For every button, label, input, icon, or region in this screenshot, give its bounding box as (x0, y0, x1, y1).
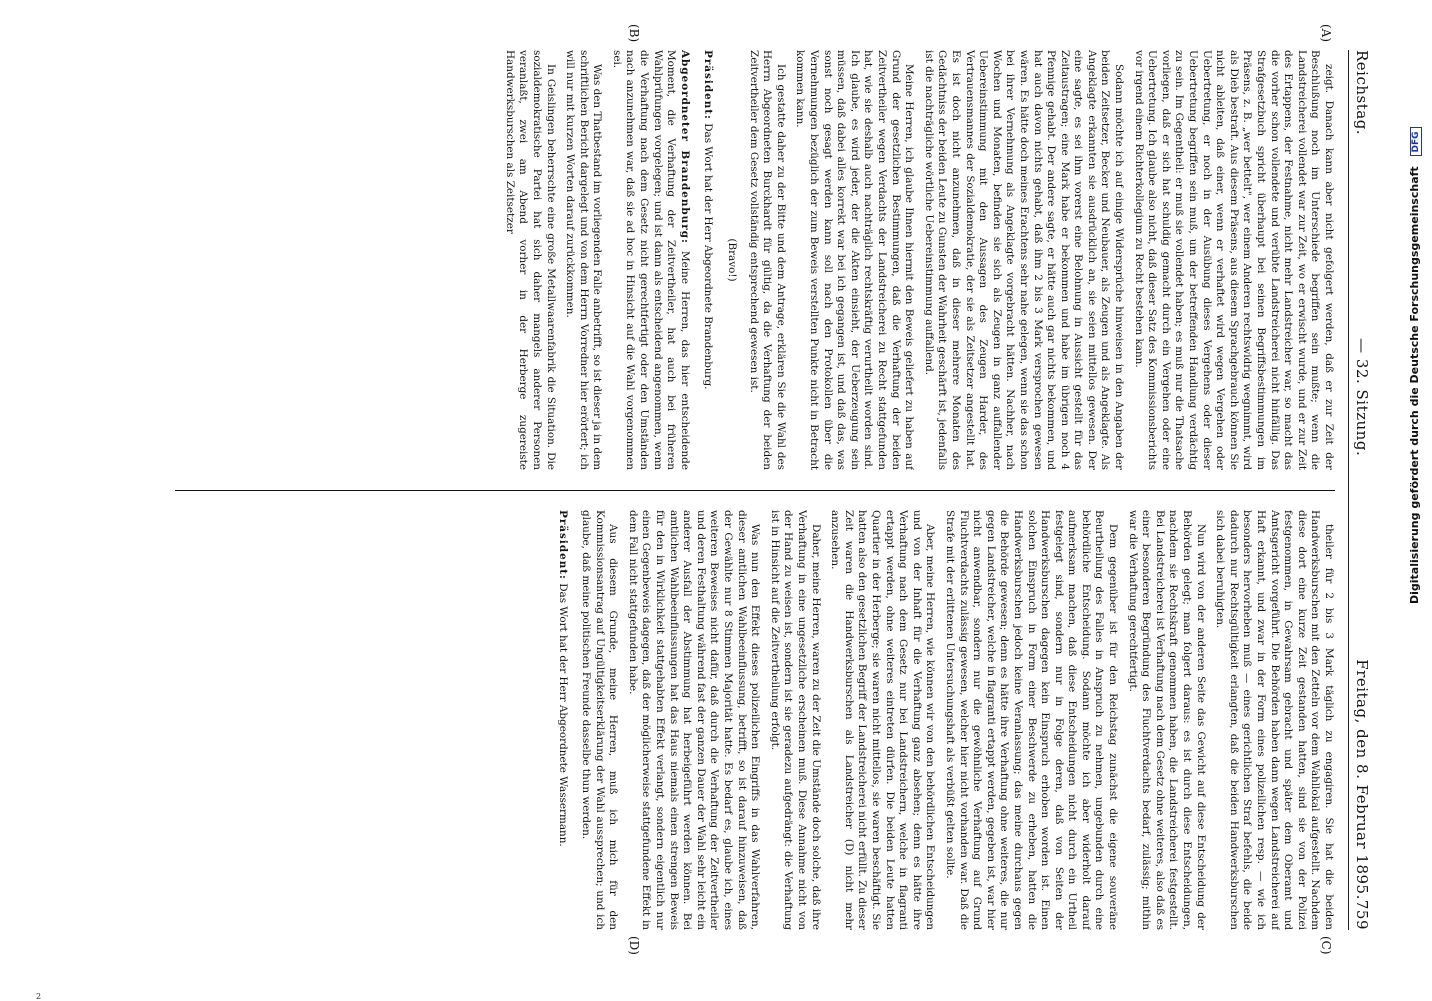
left-paragraph: Was den Thatbestand im vorliegenden Falle anbetrifft, so ist dieser ja in dem schriftlichen Bericht dargelegt und von dem Herrn Vorredner hier erörtert; ich will nur mit kurzen Worten darauf zurückkommen. (564, 50, 604, 470)
rotated-document-page (31, 10, 1401, 970)
dfg-logo: DFG (1410, 127, 1422, 156)
margin-mark-b: (B) (627, 24, 641, 43)
margin-mark-a: (A) (1319, 24, 1333, 43)
header-session: — 32. Sitzung. (1353, 338, 1371, 457)
credit-text: Digitalisierung gefördert durch die Deutsche Forschungsgemeinschaft (1408, 166, 1421, 604)
digitization-credit (1408, 131, 1422, 604)
margin-mark-d: (D) (627, 936, 641, 955)
speaker-text: Das Wort hat der Herr Abgeordnete Wassermann. (556, 583, 569, 847)
right-paragraph: Aber, meine Herren, wie können wir von den behördlichen Entscheidungen und von der Inhaft für die Verhaftung ganz absehen; denn es hätte ihre Verhaftung nach dem Gesetz nur bei Landstreichern, welche in flagranti ertappt werden, ohne weiteres eintreten dürfen. Die beiden Leute hatten Quartier in der Herberge; sie waren nicht mittellos, sie waren beschäftigt. Sie hatten also den gesetzlichen Begriff der Landstreicherei nicht erfüllt. Zu dieser Zeit waren die Handwerksburschen als Landstreicher (D) nicht mehr anzusehen. (829, 510, 937, 930)
speaker-name: Präsident: (702, 50, 715, 120)
left-paragraph: In Geislingen beherrschte eine große Metallwaarenfabrik die Situation. Die sozialdemokratische Partei hat sich daher mangels anderer Personen veranlaßt, zwei am Abend vorher in der Herberge zugereiste Handwerksburschen als Zeitsetzer (503, 50, 557, 470)
speaker-text: Meine Herren, das hier entscheidende Moment, die Verhaftung der Zeitvertheiler, hat auch bei früheren Wahlprüfungen vorgelegen; und ist dann als entscheidend angenommen, wenn die Verhaftung nach dem Gesetz nicht gerechtfertigt oder den Umständen nach anzunehmen war, daß sie ad hoc in Hinsicht auf die Wahl vorgenommen sei. (610, 50, 691, 470)
speaker-block (555, 510, 569, 930)
margin-mark-c: (C) (1319, 936, 1333, 955)
left-paragraph: Ich gestatte daher zu der Bitte und dem Antrage, erklären Sie die Wahl des Herrn Abgeordneten Burckhardt für gültig, da die Verhaftung der beiden Zeitvertheiler dem Gesetz vollständig entsprechend gewesen ist. (747, 50, 787, 470)
right-paragraph: Daher, meine Herren, waren zu der Zeit die Umstände doch solche, daß ihre Verhaftung in eine ungesetzliche erscheinen muß. Diese Annahme nicht von der Hand zu weisen ist, sondern ist sie geradezu aufgedrängt: die Verhaftung ist in Hinsicht auf die Zeitvertheilung erfolgt. (768, 510, 822, 930)
column-divider (175, 490, 1335, 491)
running-header (1348, 50, 1375, 930)
speaker-block (701, 50, 715, 470)
left-paragraph: Sodann möchte ich auf einige Widersprüche hinweisen in den Angaben der beiden Zeitsetzer, Becker und Neubauer, als Zeugen und als Angeklagte. Als Angeklagte erkannten sie ausdrücklich an, sie seien mittellos gewesen. Der eine sagte, es sei ihm vorerst eine Belohnung in Aussicht gestellt für das Zeitaustragen; eine Mark habe er bekommen und habe im übrigen noch 4 Pfennige gehabt. Der andere sagte, er hätte auch gar nichts bekommen, und hat auch davon nichts gehabt, daß ihm 2 bis 3 Mark versprochen gewesen wären. Es hätte doch meines Erachtens sehr nahe gelegen, wenn sie das schon bei ihrer Vernehmung als Angeklagte vorgebracht hätten. Nachher, nach Wochen und Monaten, befinden sie sich als Zeugen in ganz auffallender Uebereinstimmung mit den Aussagen des Zeugen Harder, des Vertrauensmannes der Sozialdemokratie, der sie als Zeitsetzer angestellt hat. Es ist doch nicht anzunehmen, daß in dieser mehrere Monaten des Gedächtniss der beiden Leute zu Gunsten der Wahrheit geschärft ist, jedenfalls ist die nachträgliche wörtliche Uebereinstimmung auffallend. (922, 50, 1126, 470)
bravo-remark: (Bravo!) (726, 238, 739, 282)
speaker-name: Abgeordneter Brandenburg: (678, 50, 691, 244)
left-text-column (95, 50, 1335, 470)
left-paragraph: Meine Herren, ich glaube Ihnen hiermit den Beweis geliefert zu haben auf Grund der gesetzlichen Bestimmungen, daß die Verhaftung der beiden Zeitvertheiler wegen Verdachts der Landstreicherei zu Recht stattgefunden hat, wie sie deshalb auch nachträglich rechtskräftig verurtheilt worden sind. Ich glaube, es wird jeder, der die Akten einsieht, der Ueberzeugung sein müssen, daß dabei alles korrekt war bei ich gegangen ist, und daß das, was sonst noch gesagt werden kann soll nach den Protokollen über die Vernehmungen bezüglich der zum Beweis verstellten Punkte nicht in Betracht kommen kann. (794, 50, 916, 470)
right-paragraph: Nun wird von der anderen Seite das Gewicht auf diese Entscheidung der Behörden gelegt; man folgert daraus: es ist durch diese Entscheidungen, nachdem sie Rechtskraft genommen haben, die Landstreicherei festgestellt. Bei Landstreicherei ist Verhaftung nach dem Gesetz ohne weiteres, also daß es einer besonderen Begründung des Fluchtverdachts bedarf, zulässig; mithin war die Verhaftung gerechtfertigt. (1126, 510, 1207, 930)
speaker-text: Das Wort hat der Herr Abgeordnete Brandenburg. (702, 123, 715, 390)
left-paragraph: zeigt. Danach kann aber nicht gefolgert werden, daß er zur Zeit der Beschlußung noch im Unterschiede begriffen sein mußte; wenn die Landstreicherei vollendet war zur Zeit, wo er erwischt wurde, und er zur Zeit des Ertappens, der Festnahme, nicht mehr Landstreicher war, so macht das die vorher schon vollendete und verübte Landstreicherei nicht hinfällig. Das Strafgesetzbuch spricht überhaupt bei seinen Begriffsbestimmungen im Präsens, z. B. „wer bettelt", wer einem Anderen rechtswidrig wegnimmt, wird als Dieb bestraft. Aus diesem Präsens, aus diesem Sprachgebrauch können Sie nicht ableiten, daß einer, wenn er verhaftet wird wegen Vergehen oder Uebertretung, er noch in der Ausübung dieses Vergehens oder dieser Uebertretung begriffen sein muß, um der betreffenden Handlung verdächtig zu sein. Im Gegentheil: er muß sie vollendet haben; es muß nur die Thatsache vorliegen, daß er sich hat schuldig gemacht durch ein Vergehen oder eine Uebertretung. Ich glaube also nicht, daß dieser Satz des Kommissionsberichts vor irgend einem Richterkollegium zu Recht bestehen kann. (1132, 50, 1335, 470)
header-date: Freitag, den 8. Februar 1895. (1353, 659, 1371, 900)
corner-mark: 2 (36, 992, 42, 1001)
header-left: Reichstag. (1353, 50, 1371, 136)
right-paragraph: Aus diesem Grunde, meine Herren, muß ich mich für den Kommissionsantrag auf Ungültigkeitserklärung der Wahl aussprechen; und ich glaube, daß meine politischen Freunde dasselbe thun werden. (580, 510, 620, 930)
right-paragraph: theiler für 2 bis 3 Mark täglich zu engagiren. Sie hat die beiden Handwerksburschen mit den Zetteln vor dem Wahllokal aufgestellt. Nachdem diese dort eine kurze Zeit gestanden hatten, sind sie von der Polizei festgenommen, in Gewahrsam gebracht und später dem Oberamt und Amtsgericht vorgeführt. Die Behörden haben dann wegen Landstreicherei auf Haft erkannt, und zwar in der Form eines polizeilichen resp. — wie ich besonders hervorheben muß — eines gerichtlichen Straf befehls, die beide dadurch nur Rechtsgültigkeit erlangten, daß die beiden Handwerksburschen sich dabei beruhigten. (1214, 510, 1335, 930)
speaker-name: Präsident: (556, 510, 569, 580)
right-paragraph: Was nun den Effekt dieses polizeilichen Eingriffs in das Wahlverfahren, dieser amtlichen Wahlbeeinflussung, betrifft, so ist darauf hinzuweisen, daß der Gewählte nur 8 Stimmen Majorität hatte. Es bedarf es, glaube ich, eines weiteren Beweises nicht dafür, daß durch die Verhaftung der Zeitvertheiler und deren Festhaltung während fast der ganzen Dauer der Wahl sehr leicht ein anderer Ausfall der Abstimmung hat herbeigeführt werden können. Bei amtlichen Wahlbeeinflussungen hat das Haus niemals einen strengen Beweis für den in Wirklichkeit stattgehabten Effekt verlangt, sondern eigentlich nur einen Gegenbeweis dagegen, daß der möglicherweise stattgefundene Effekt in dem Fall nicht stattgefunden habe. (626, 510, 762, 930)
page-number: 759 (1353, 899, 1371, 930)
right-text-column (95, 510, 1335, 930)
right-paragraph: Dem gegenüber ist für den Reichstag zunächst die eigene souveräne Beurtheilung des Falles in Anspruch zu nehmen, ungebunden durch eine behördliche Entscheidung. Sodann möchte ich aber widerholt darauf aufmerksam machen, daß diese Entscheidungen nicht durch ein Urtheil festgelegt sind, sondern nur in Folge deren, daß von Seiten der Handwerksburschen dagegen kein Einspruch erhoben worden ist. Einen solchen Einspruch in Form einer Beschwerde zu erheben, hatten die Handwerksburschen jedoch keine Veranlassung; das meine durchaus gegen die Behörde gewesen; denn es hätte ihre Verhaftung ohne weiteres, die nur gegen Landstreicher, welche in flagranti ertappt werden, gegeben ist, war hier nicht anwendbar, sondern nur die gewöhnliche Verhaftung auf Grund Fluchtverdachts zulässig gewesen, welcher hier nicht vorhanden war. Daß die Strafe mit der erlittenen Untersuchungshaft als verbüßt gelten sollte. (943, 510, 1120, 930)
speaker-block (609, 50, 691, 470)
